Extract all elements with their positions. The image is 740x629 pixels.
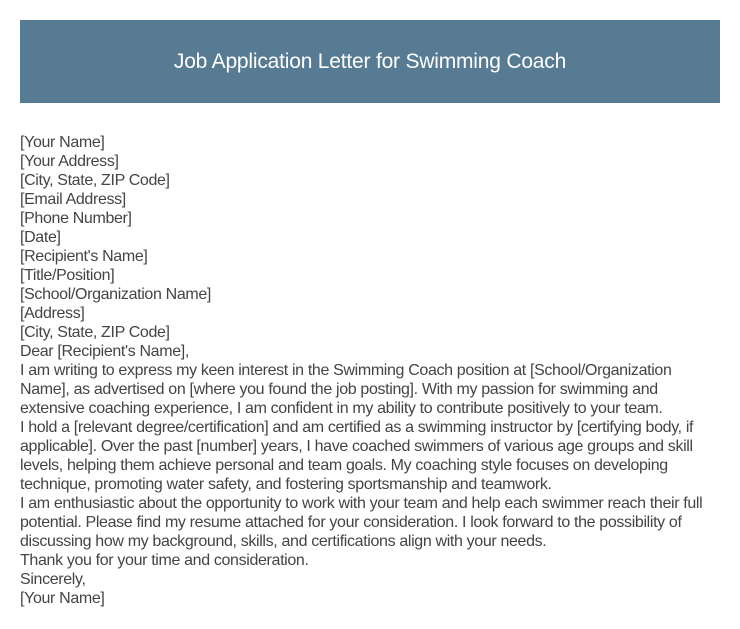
sender-phone: [Phone Number] xyxy=(20,210,132,227)
closing: Sincerely, xyxy=(20,571,86,588)
sender-address: [Your Address] xyxy=(20,153,119,170)
recipient-title: [Title/Position] xyxy=(20,267,115,284)
recipient-city-state-zip: [City, State, ZIP Code] xyxy=(20,324,170,341)
letter-date: [Date] xyxy=(20,229,61,246)
recipient-name: [Recipient's Name] xyxy=(20,248,148,265)
letter-body xyxy=(20,133,725,608)
signature: [Your Name] xyxy=(20,590,105,607)
paragraph-enthusiasm: I am enthusiastic about the opportunity to work with your team and help each swimmer reach their full potential. Please find my resume attached for your consideration. I look forward to the possibility of discussing how my background, skills, and certifications align with your needs. xyxy=(20,495,703,550)
sender-email: [Email Address] xyxy=(20,191,126,208)
paragraph-qualifications: I hold a [relevant degree/certification] and am certified as a swimming instructor by [certifying body, if applicable]. Over the past [number] years, I have coached swimmers of various age groups and skill levels, helping them achieve personal and team goals. My coaching style focuses on developing technique, promoting water safety, and fostering sportsmanship and teamwork. xyxy=(20,419,694,493)
page-header xyxy=(20,20,720,103)
page-title: Job Application Letter for Swimming Coach xyxy=(173,49,567,73)
paragraph-thanks: Thank you for your time and consideration. xyxy=(20,552,309,569)
recipient-organization: [School/Organization Name] xyxy=(20,286,212,303)
paragraph-intro: I am writing to express my keen interest in the Swimming Coach position at [School/Organization Name], as advertised on [where you found the job posting]. With my passion for swimming and extensive coaching experience, I am confident in my ability to contribute positively to your team. xyxy=(20,362,672,417)
sender-city-state-zip: [City, State, ZIP Code] xyxy=(20,172,170,189)
recipient-address: [Address] xyxy=(20,305,85,322)
sender-name: [Your Name] xyxy=(20,134,105,151)
salutation: Dear [Recipient's Name], xyxy=(20,343,189,360)
